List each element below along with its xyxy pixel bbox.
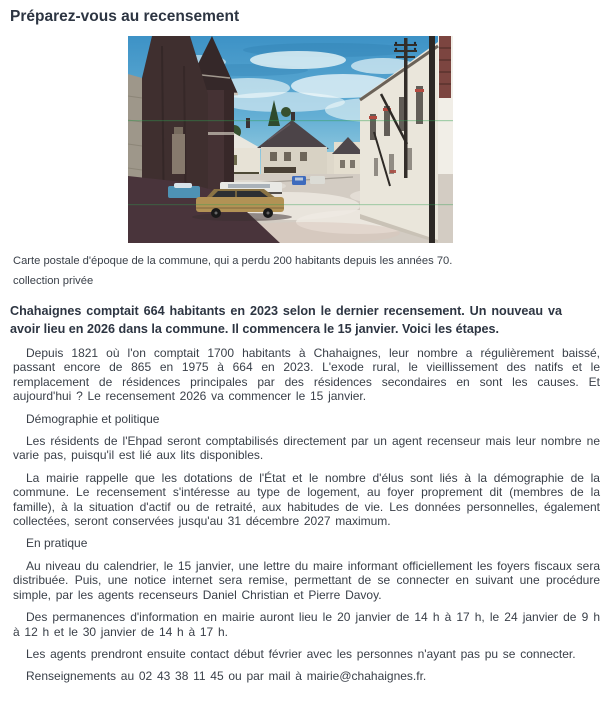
postcard-photo (128, 36, 453, 243)
article-paragraph: Depuis 1821 où l'on comptait 1700 habitants à Chahaignes, leur nombre a régulièrement baissé, passant encore de 865 en 1975 à 664 en 2023. L'exode rural, le vieillissement des natifs et le remplacement de résidences principales par des résidences secondaires en sont les causes. Et aujourd'hui ? Le recensement 2026 va commencer le 15 janvier. (13, 346, 600, 404)
article-lede: Chahaignes comptait 664 habitants en 2023 selon le dernier recensement. Un nouveau va avoir lieu en 2026 dans la commune. Il commencera le 15 janvier. Voici les étapes. (10, 304, 562, 336)
article-page (0, 8, 606, 713)
article-paragraph: Les agents prendront ensuite contact début février avec les personnes n'ayant pas pu se connecter. (26, 646, 576, 661)
village-square-illustration (128, 36, 453, 243)
article-paragraph: La mairie rappelle que les dotations de l'État et le nombre d'élus sont liés à la démographie de la commune. Le recensement s'intéresse au type de logement, au foyer proprement dit (membres de la famille), à la situation d'actif ou de retraité, aux habitudes de vie. Les données personnelles, également collectées, seront conservées jusqu'au 31 décembre 2027 maximum. (13, 470, 600, 529)
photo-credit: collection privée (13, 275, 94, 287)
contact-line: Renseignements au 02 43 38 11 45 ou par mail à mairie@chahaignes.fr. (26, 669, 427, 684)
section-heading-en-pratique: En pratique (26, 536, 88, 551)
article-paragraph: Au niveau du calendrier, le 15 janvier, une lettre du maire informant officiellement les foyers fiscaux sera distribuée. Puis, une notice internet sera remise, permettant de se connecter en suivant une procédure simple, par les agents recenseurs Daniel Christian et Pierre Davoy. (13, 558, 600, 602)
section-heading-demographie: Démographie et politique (26, 411, 160, 426)
article-body (0, 346, 606, 684)
article-paragraph: Les résidents de l'Ehpad seront comptabilisés directement par un agent recenseur mais leur nombre ne varie pas, puisqu'il est lié aux lits disponibles. (13, 434, 600, 463)
page-title: Préparez-vous au recensement (10, 8, 240, 25)
photo-caption: Carte postale d'époque de la commune, qui a perdu 200 habitants depuis les années 70. (13, 255, 453, 267)
article-paragraph: Des permanences d'information en mairie auront lieu le 20 janvier de 14 h à 17 h, le 24 janvier de 9 h à 12 h et le 30 janvier de 14 h à 17 h. (13, 610, 600, 639)
